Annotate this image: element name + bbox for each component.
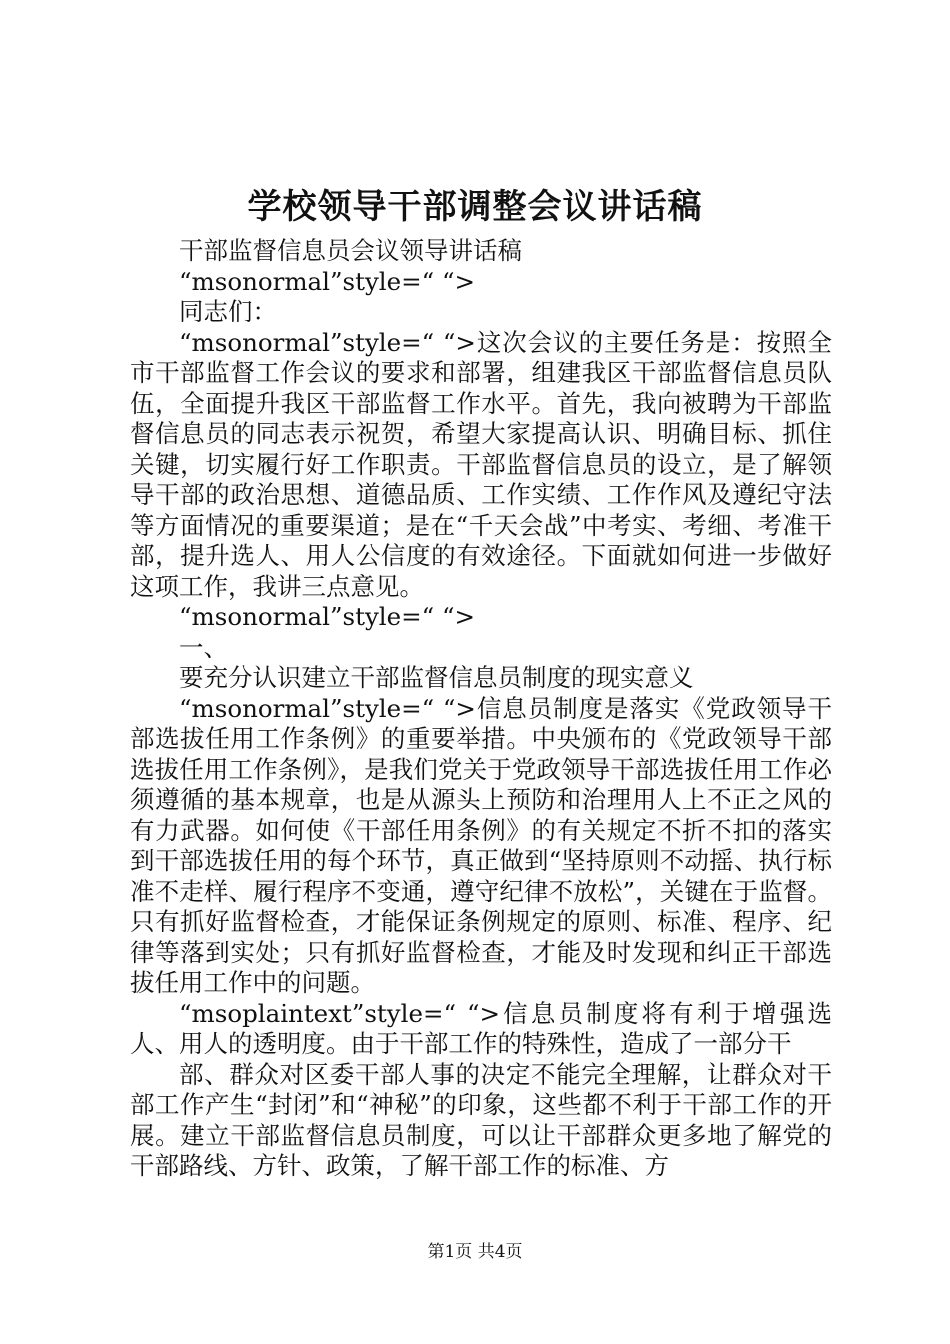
document-title: 学校领导干部调整会议讲话稿 — [247, 187, 703, 227]
paragraph-subtitle: 干部监督信息员会议领导讲话稿 — [179, 236, 522, 265]
paragraph-style-marker: “msonormal”style=“ “> — [179, 602, 476, 631]
paragraph-body: “msoplaintext”style=“ “>信息员制度将有利于增强选人、用人的透明度。由于干部工作的特殊性，造成了一部分干 — [130, 998, 832, 1058]
paragraph-body: “msonormal”style=“ “>信息员制度是落实《党政领导干部选拔任用工作条例》的重要举措。中央颁布的《党政领导干部选拔任用工作条例》，是我们党关于党政领导干部选拔任用工作必须遵循的基本规章，也是从源头上预防和治理用人上不正之风的有力武器。如何使《干部任用条例》的有关规定不折不扣的落实到干部选拔任用的每个环节，真正做到“坚持原则不动摇、执行标准不走样、履行程序不变通，遵守纪律不放松”，关键在于监督。只有抓好监督检查，才能保证条例规定的原则、标准、程序、纪律等落到实处；只有抓好监督检查，才能及时发现和纠正干部选拔任用工作中的问题。 — [130, 693, 832, 997]
section-number: 一、 — [179, 632, 228, 662]
paragraph-salutation: 同志们： — [179, 297, 277, 326]
document-body — [130, 236, 832, 1182]
page-footer: 第1页 共4页 — [427, 1242, 523, 1262]
paragraph-body: 部、群众对区委干部人事的决定不能完全理解，让群众对干部工作产生“封闭”和“神秘”的印象，这些都不利于干部工作的开展。建立干部监督信息员制度，可以让干部群众更多地了解党的干部路线、方针、政策，了解干部工作的标准、方 — [130, 1059, 832, 1180]
paragraph-intro: “msonormal”style=“ “>这次会议的主要任务是：按照全市干部监督工作会议的要求和部署，组建我区干部监督信息员队伍，全面提升我区干部监督工作水平。首先，我向被聘为干部监督信息员的同志表示祝贺，希望大家提高认识、明确目标、抓住关键，切实履行好工作职责。干部监督信息员的设立，是了解领导干部的政治思想、道德品质、工作实绩、工作作风及遵纪守法等方面情况的重要渠道；是在“千天会战”中考实、考细、考准干部，提升选人、用人公信度的有效途径。下面就如何进一步做好这项工作，我讲三点意见。 — [130, 327, 832, 601]
section-heading: 要充分认识建立干部监督信息员制度的现实意义 — [179, 663, 694, 692]
paragraph-style-marker: “msonormal”style=“ “> — [179, 266, 476, 296]
